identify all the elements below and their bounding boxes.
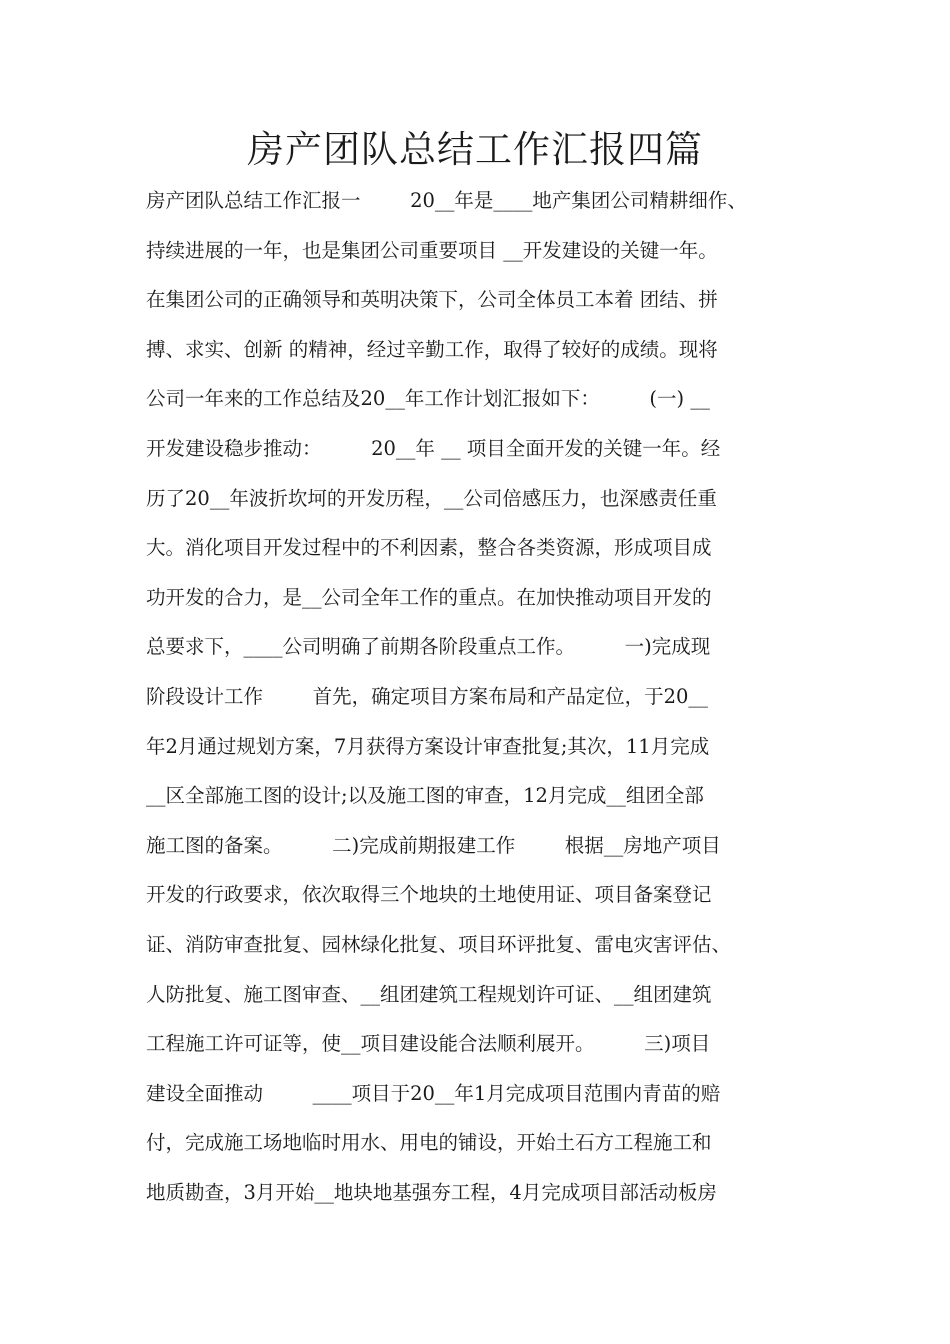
body-line: 建设全面推动 ____项目于20__年1月完成项目范围内青苗的赔 [146,1081,721,1105]
body-line: 年2月通过规划方案，7月获得方案设计审查批复;其次，11月完成 [146,734,710,758]
body-line: __区全部施工图的设计;以及施工图的审查，12月完成__组团全部 [146,784,704,808]
body-line: 工程施工许可证等，使__项目建设能合法顺利展开。 三)项目 [146,1032,711,1056]
body-line: 公司一年来的工作总结及20__年工作计划汇报如下： (一) __ [146,387,710,411]
body-line: 施工图的备案。 二)完成前期报建工作 根据__房地产项目 [146,833,721,857]
body-line: 房产团队总结工作汇报一 20__年是____地产集团公司精耕细作、 [146,189,747,212]
body-line: 地质勘查，3月开始__地块地基强夯工程，4月完成项目部活动板房 [146,1180,717,1204]
body-line: 开发的行政要求，依次取得三个地块的土地使用证、项目备案登记 [146,883,712,907]
document-title: 房产团队总结工作汇报四篇 [247,128,703,171]
body-line: 人防批复、施工图审查、__组团建筑工程规划许可证、__组团建筑 [146,982,712,1006]
body-line: 功开发的合力，是__公司全年工作的重点。在加快推动项目开发的 [146,585,712,609]
body-line: 持续进展的一年，也是集团公司重要项目 __开发建设的关键一年。 [146,238,718,262]
body-line: 大。消化项目开发过程中的不利因素，整合各类资源，形成项目成 [146,536,712,560]
body-line: 搏、求实、创新 的精神，经过辛勤工作，取得了较好的成绩。现将 [146,337,718,361]
document-body [146,176,826,1217]
body-line: 历了20__年波折坎坷的开发历程，__公司倍感压力，也深感责任重 [146,486,717,510]
body-line: 总要求下，____公司明确了前期各阶段重点工作。 一)完成现 [146,635,711,659]
body-line: 阶段设计工作 首先，确定项目方案布局和产品定位，于20__ [146,684,708,708]
body-line: 付，完成施工场地临时用水、用电的铺设，开始土石方工程施工和 [146,1131,712,1155]
body-line: 证、消防审查批复、园林绿化批复、项目环评批复、雷电灾害评估、 [146,932,732,956]
body-line: 开发建设稳步推动： 20__年 __ 项目全面开发的关键一年。经 [146,436,721,460]
body-line: 在集团公司的正确领导和英明决策下，公司全体员工本着 团结、拼 [146,288,718,312]
